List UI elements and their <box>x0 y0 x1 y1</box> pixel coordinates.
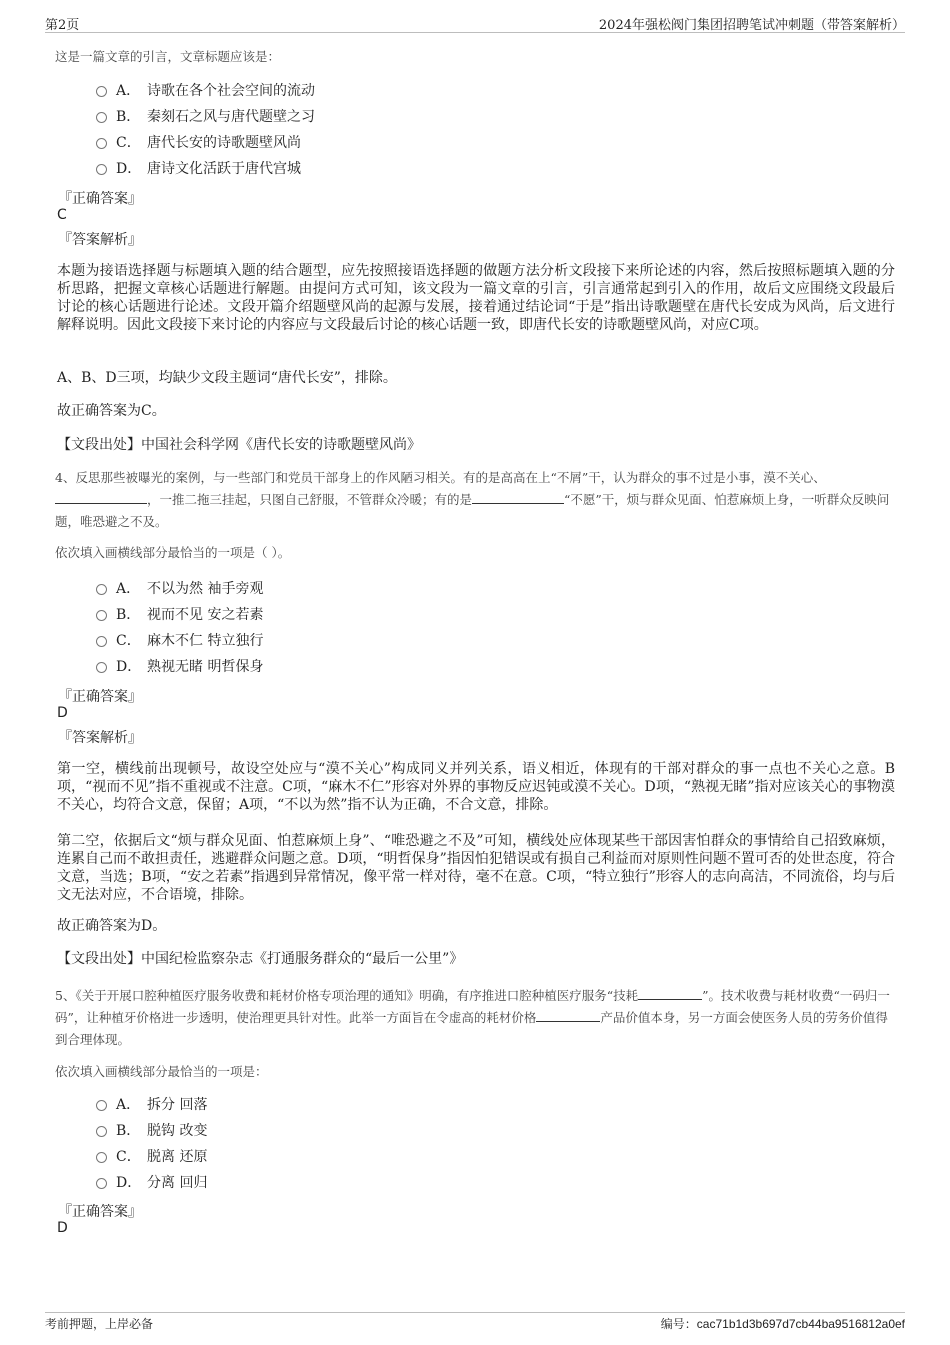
q3-analysis-label: 『答案解析』 <box>58 232 142 248</box>
q5-stem: 5、《关于开展口腔种植医疗服务收费和耗材价格专项治理的通知》明确，有序推进口腔种植医疗服务“技耗 ”。技术收费与耗材收费“一码归一码”，让种植牙价格进一步透明，使治理更具针对性。此举一方面旨在令虚高的耗材价格 产品价值本身，另一方面会使医务人员的劳务价值得到合理体现。 <box>55 988 890 1047</box>
q5-option-d[interactable]: D． 分离 回归 <box>96 1172 207 1194</box>
document-code: 编号：cac71b1d3b697d7cb44ba9516812a0ef <box>660 1317 905 1331</box>
q4-option-b[interactable]: B． 视而不见 安之若素 <box>96 604 263 626</box>
page-header <box>45 12 905 33</box>
q4-analysis-paragraph: 第一空，横线前出现顿号，故设空处应与“漠不关心”构成同义并列关系，语义相近，体现有的干部对群众的事一点也不关心之意。B项，“视而不见”指不重视或不注意。C项，“麻木不仁”形容对外界的事物反应迟钝或漠不关心。D项，“熟视无睹”指对应该关心的事物漠不关心，均符合文意，保留；A项，“不以为然”指不认为正确，不合文意，排除。 <box>57 761 895 813</box>
radio-icon[interactable] <box>96 1100 107 1111</box>
q4-prompt: 依次填入画横线部分最恰当的一项是（ ）。 <box>55 545 291 560</box>
radio-icon[interactable] <box>96 610 107 621</box>
footer-slogan: 考前押题，上岸必备 <box>45 1317 154 1331</box>
blank-line <box>638 987 702 1000</box>
page-footer <box>45 1312 905 1331</box>
q3-analysis-paragraph: 本题为接语选择题与标题填入题的结合题型，应先按照接语选择题的做题方法分析文段接下来所论述的内容，然后按照标题填入题的分析思路，把握文章核心话题进行解题。由提问方式可知，该文段为一篇文章的引言，引言通常起到引入的作用，故后文应围绕文段最后讨论的核心话题进行论述。文段开篇介绍题壁风尚的起源与发展，接着通过结论词“于是”指出诗歌题壁在唐代长安成为风尚，后文进行解释说明。因此文段接下来讨论的内容应与文段最后讨论的核心话题一致，即唐代长安的诗歌题壁风尚，对应C项。 <box>57 263 895 333</box>
radio-icon[interactable] <box>96 164 107 175</box>
q3-analysis-paragraph: 故正确答案为C。 <box>57 403 166 419</box>
q4-source: 【文段出处】中国纪检监察杂志《打通服务群众的“最后一公里”》 <box>57 951 464 967</box>
radio-icon[interactable] <box>96 584 107 595</box>
q4-analysis-paragraph: 故正确答案为D。 <box>57 918 167 934</box>
q5-option-b[interactable]: B． 脱钩 改变 <box>96 1120 207 1142</box>
q4-stem: 4、反思那些被曝光的案例，与一些部门和党员干部身上的作风陋习相关。有的是高高在上“不屑”干，认为群众的事不过是小事，漠不关心、，一推二拖三挂起，只图自己舒服，不管群众冷暖；有的是 “不愿”干，烦与群众见面、怕惹麻烦上身，一听群众反映问题，唯恐避之不及。 <box>55 470 890 529</box>
q4-analysis-label: 『答案解析』 <box>58 730 142 746</box>
radio-icon[interactable] <box>96 636 107 647</box>
q4-option-d[interactable]: D． 熟视无睹 明哲保身 <box>96 656 263 678</box>
q5-answer: D <box>57 1220 68 1236</box>
radio-icon[interactable] <box>96 138 107 149</box>
q4-answer: D <box>57 705 68 721</box>
q4-analysis-paragraph: 第二空，依据后文“烦与群众见面、怕惹麻烦上身”、“唯恐避之不及”可知，横线处应体现某些干部因害怕群众的事情给自己招致麻烦，连累自己而不敢担责任，逃避群众问题之意。D项，“明哲保身”指因怕犯错误或有损自己利益而对原则性问题不置可否的处世态度，符合文意，当选；B项，“安之若素”指遇到异常情况，像平常一样对待，毫不在意。C项，“特立独行”形容人的志向高洁，不同流俗，均与后文无法对应，不合语境，排除。 <box>57 833 895 903</box>
q4-option-a[interactable]: A． 不以为然 袖手旁观 <box>96 578 263 600</box>
document-title: 2024年强松阀门集团招聘笔试冲刺题（带答案解析） <box>598 18 905 33</box>
radio-icon[interactable] <box>96 662 107 673</box>
q5-answer-label: 『正确答案』 <box>58 1204 142 1220</box>
q3-option-a[interactable]: A． 诗歌在各个社会空间的流动 <box>96 80 315 102</box>
q4-option-c[interactable]: C． 麻木不仁 特立独行 <box>96 630 263 652</box>
radio-icon[interactable] <box>96 112 107 123</box>
q5-prompt: 依次填入画横线部分最恰当的一项是： <box>55 1064 268 1079</box>
page-number: 第2页 <box>45 18 80 33</box>
q3-stem: 这是一篇文章的引言，文章标题应该是： <box>55 49 281 64</box>
radio-icon[interactable] <box>96 86 107 97</box>
q3-answer: C <box>57 207 67 223</box>
q5-option-c[interactable]: C． 脱离 还原 <box>96 1146 207 1168</box>
q3-option-c[interactable]: C． 唐代长安的诗歌题壁风尚 <box>96 132 301 154</box>
blank-line <box>55 491 147 504</box>
radio-icon[interactable] <box>96 1178 107 1189</box>
blank-line <box>472 491 564 504</box>
radio-icon[interactable] <box>96 1126 107 1137</box>
q5-option-a[interactable]: A． 拆分 回落 <box>96 1094 207 1116</box>
q3-source: 【文段出处】中国社会科学网《唐代长安的诗歌题壁风尚》 <box>57 437 421 453</box>
q3-analysis-paragraph: A、B、D三项，均缺少文段主题词“唐代长安”，排除。 <box>57 370 397 386</box>
radio-icon[interactable] <box>96 1152 107 1163</box>
blank-line <box>536 1009 600 1022</box>
q4-answer-label: 『正确答案』 <box>58 689 142 705</box>
q3-option-d[interactable]: D． 唐诗文化活跃于唐代宫城 <box>96 158 301 180</box>
q3-answer-label: 『正确答案』 <box>58 191 142 207</box>
q3-option-b[interactable]: B． 秦刻石之风与唐代题壁之习 <box>96 106 315 128</box>
